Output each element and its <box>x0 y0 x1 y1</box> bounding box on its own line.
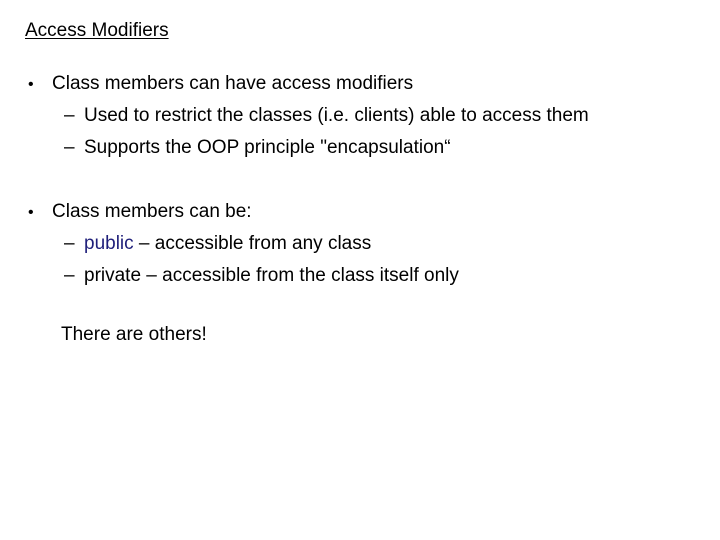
dash-glyph: – <box>64 265 75 286</box>
sub-bullet-text: Used to restrict the classes (i.e. clients) able to access them <box>84 105 589 126</box>
bullet-glyph: • <box>28 204 34 221</box>
bullet-glyph: • <box>28 76 34 93</box>
bullet-text: Class members can have access modifiers <box>52 73 414 94</box>
dash-glyph: – <box>64 233 75 254</box>
keyword-public: public <box>84 233 134 254</box>
sub-bullet-text: – accessible from any class <box>133 233 372 254</box>
dash-glyph: – <box>64 137 75 158</box>
note-text: There are others! <box>61 324 207 345</box>
dash-glyph: – <box>64 105 75 126</box>
slide-title: Access Modifiers <box>25 20 169 41</box>
sub-bullet-line <box>84 232 371 256</box>
sub-bullet-text: Supports the OOP principle "encapsulation“ <box>84 137 451 158</box>
bullet-text: Class members can be: <box>52 201 252 222</box>
sub-bullet-text: private – accessible from the class itself only <box>84 265 459 286</box>
